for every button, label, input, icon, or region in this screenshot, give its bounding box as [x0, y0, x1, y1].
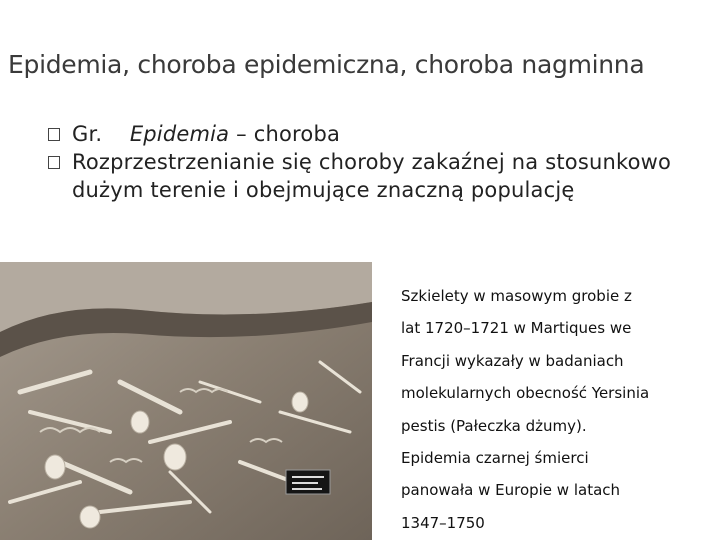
- bullet-prefix: Gr.: [72, 122, 103, 146]
- bullet-item: [48, 148, 688, 204]
- bullet-text: Rozprzestrzenianie się choroby zakaźnej na stosunkowo dużym terenie i obejmujące znaczną populację: [72, 150, 672, 202]
- bullet-list: [48, 120, 688, 204]
- bullet-item: [48, 120, 688, 148]
- slide-title: Epidemia, choroba epidemiczna, choroba nagminna: [8, 50, 645, 79]
- caption-line: pestis (Pałeczka dżumy).: [401, 416, 587, 435]
- caption-line: panowała w Europie w latach: [401, 481, 621, 500]
- checkbox-bullet-icon: [48, 128, 60, 141]
- caption-line: Epidemia czarnej śmierci: [401, 449, 589, 468]
- caption-line: molekularnych obecność Yersinia: [401, 384, 650, 403]
- caption-line: Szkielety w masowym grobie z: [401, 287, 632, 305]
- mass-grave-photo: [0, 262, 372, 540]
- skeletons-image: [0, 262, 372, 540]
- bullet-rest: – choroba: [236, 122, 341, 146]
- caption-line: 1347–1750: [401, 513, 485, 532]
- bullet-term: Epidemia: [129, 122, 230, 146]
- caption-line: lat 1720–1721 w Martiques we: [401, 319, 632, 338]
- checkbox-bullet-icon: [48, 156, 60, 169]
- photo-caption: [401, 280, 713, 539]
- caption-line: Francji wykazały w badaniach: [401, 351, 624, 370]
